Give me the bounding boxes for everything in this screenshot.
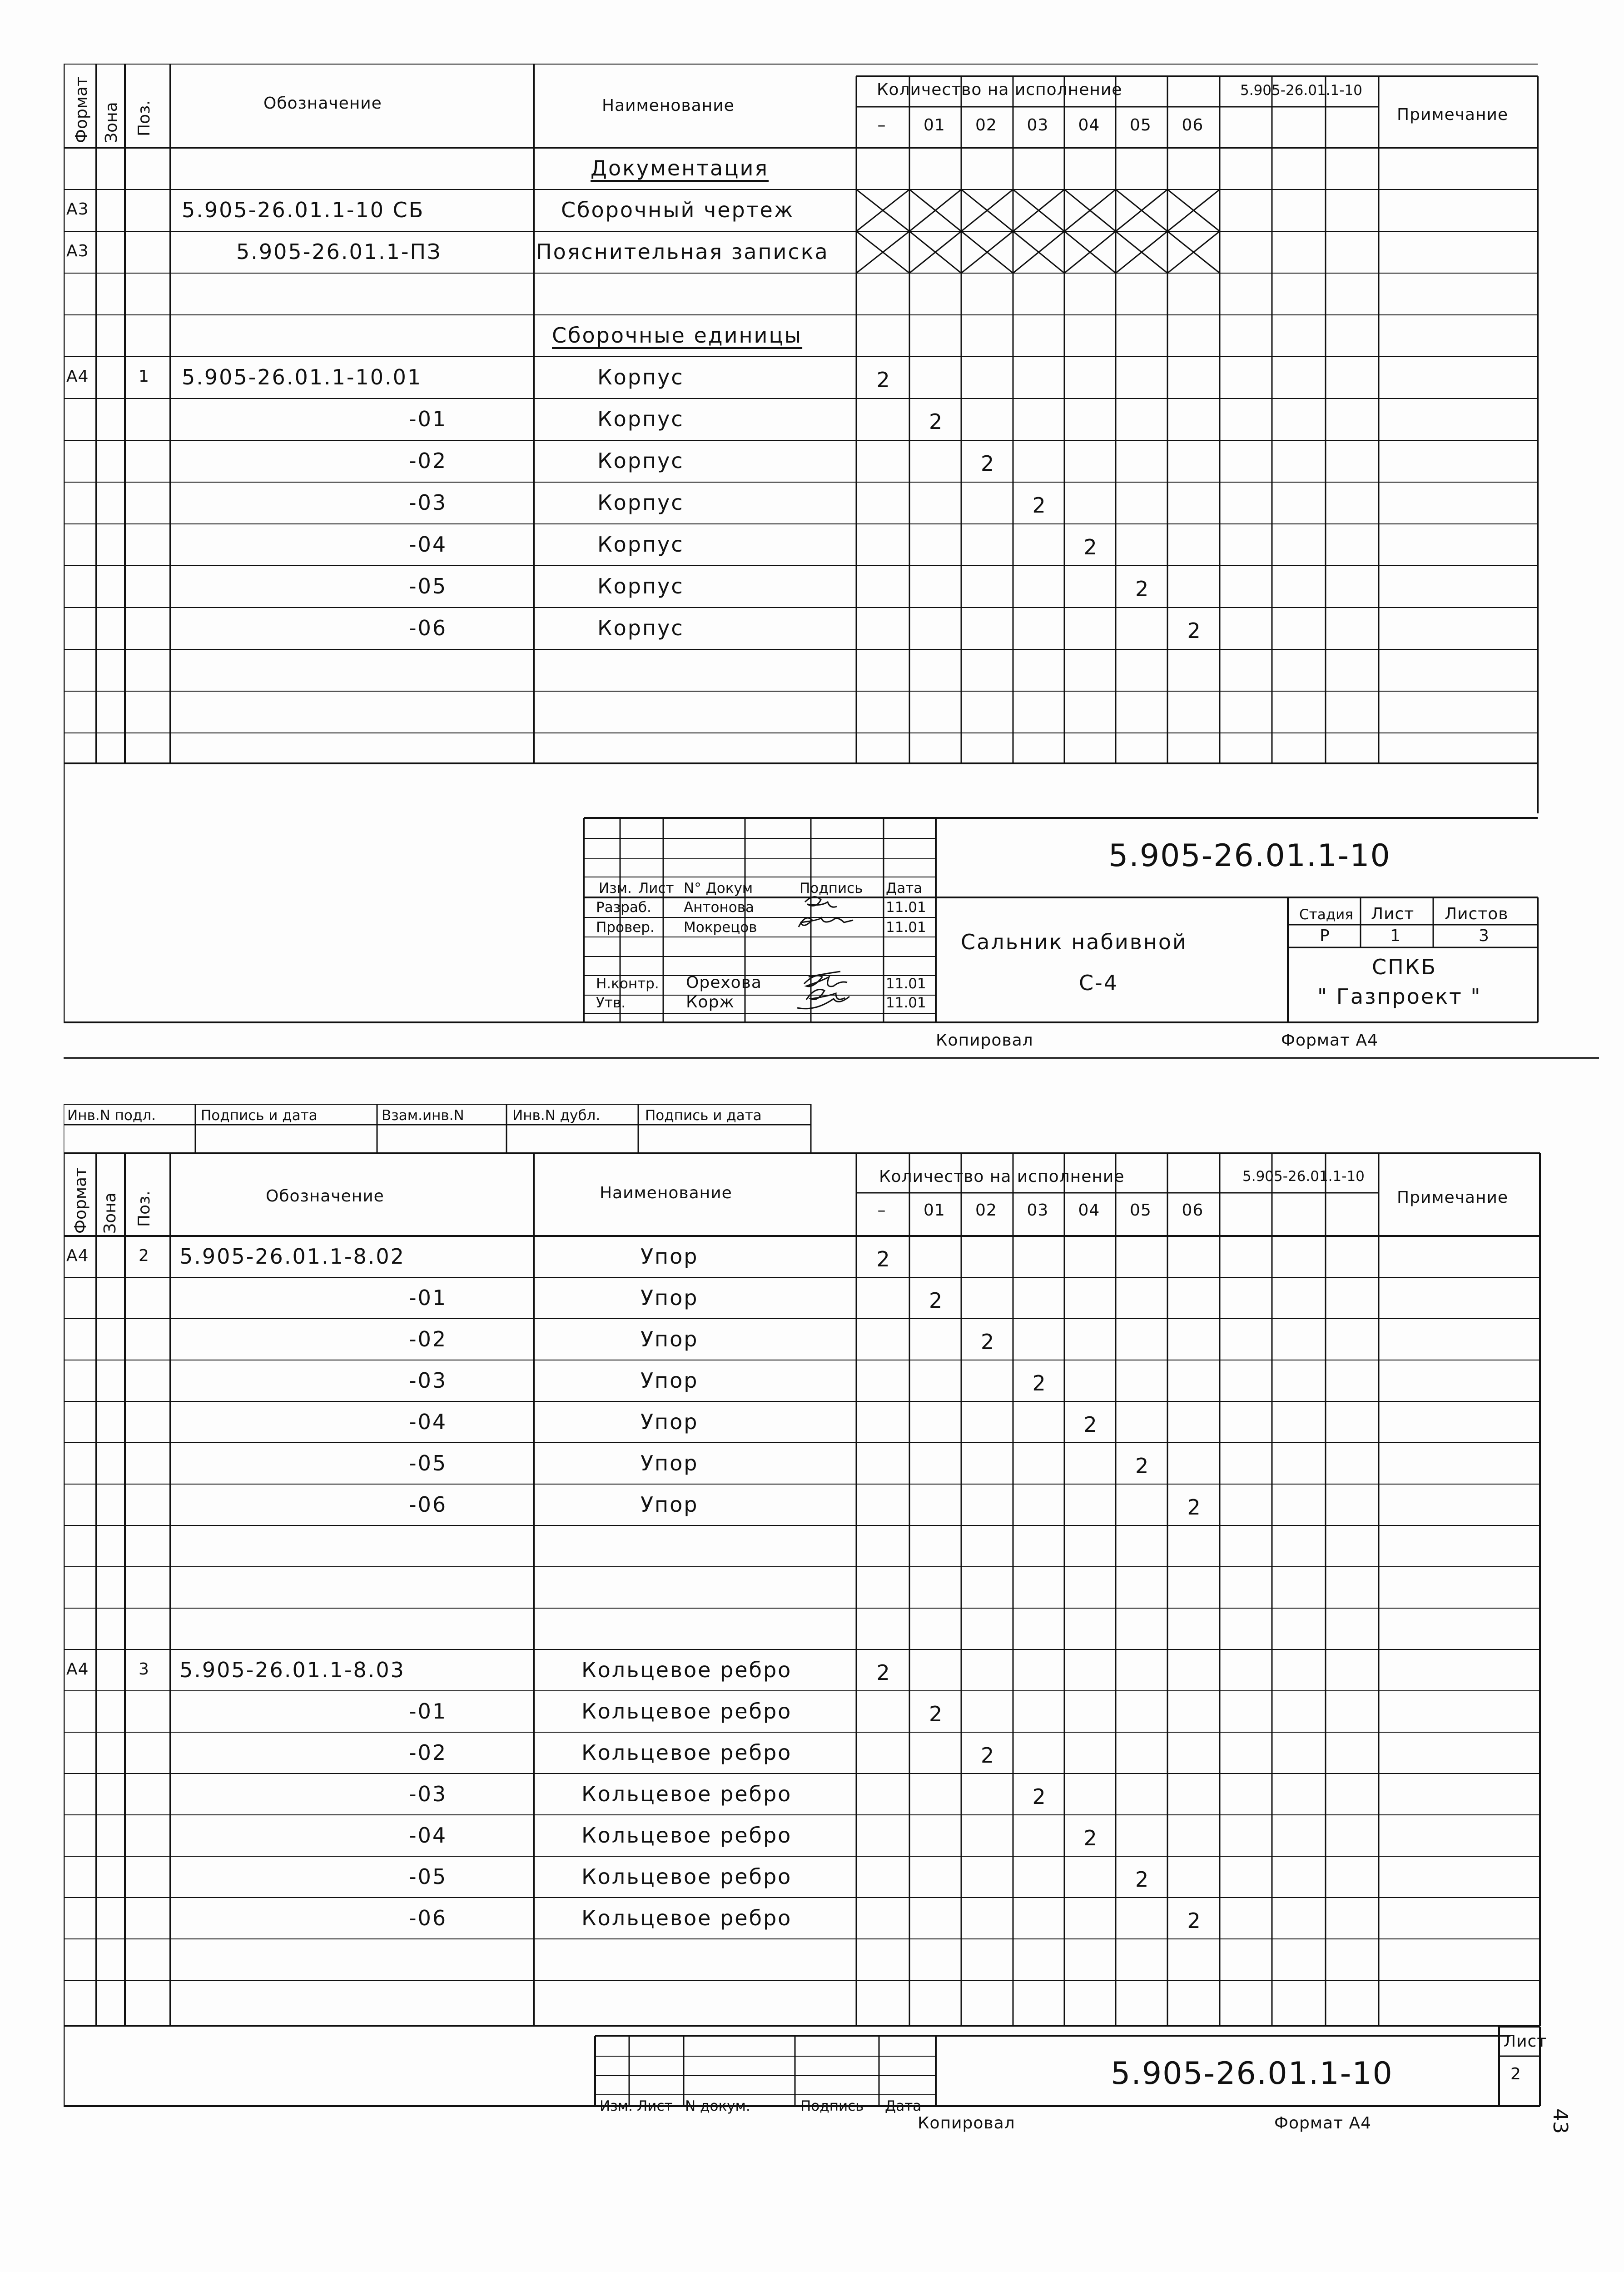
col-name-header: Наименование <box>602 96 735 115</box>
format-label: Формат А4 <box>1281 1031 1379 1050</box>
qty-value: 2 <box>876 368 891 392</box>
row-name: Корпус <box>597 407 684 431</box>
col-pos-header-2: Поз. <box>135 1191 154 1227</box>
col-qty-doc-ref-2: 5.905-26.01.1-10 <box>1242 1168 1365 1185</box>
qty-value: 2 <box>1083 1826 1098 1850</box>
col-zone-header-2: Зона <box>101 1192 119 1234</box>
row-designation: 5.905-26.01.1-8.02 <box>179 1244 405 1269</box>
rev-header-izm: Изм. <box>599 880 632 897</box>
sheets-value: 3 <box>1479 927 1490 945</box>
date-checker: 11.01 <box>886 919 926 936</box>
row-name: Сборочный чертеж <box>561 198 795 222</box>
row-format: А4 <box>66 367 89 386</box>
col-qty-doc-ref: 5.905-26.01.1-10 <box>1240 82 1362 99</box>
variant-header-2: 02 <box>975 116 997 135</box>
row-designation: 5.905-26.01.1-ПЗ <box>236 239 442 264</box>
qty-value: 2 <box>1083 535 1098 559</box>
row-designation: -03 <box>409 1782 447 1806</box>
qty-value: 2 <box>1032 493 1047 518</box>
row-name: Кольцевое ребро <box>581 1823 792 1848</box>
copied-label: Копировал <box>936 1031 1033 1050</box>
name-developer: Антонова <box>684 899 754 916</box>
col-format-header: Формат <box>72 76 91 143</box>
title-line-1: Сальник набивной <box>961 930 1187 954</box>
date-developer: 11.01 <box>886 899 926 916</box>
variant-header-4: 04 <box>1078 116 1100 135</box>
stamp-inv-orig: Инв.N подл. <box>67 1107 156 1124</box>
row-designation: -05 <box>409 1864 447 1889</box>
specification-sheet-1 <box>64 64 1545 1050</box>
document-number-2: 5.905-26.01.1-10 <box>1111 2056 1393 2092</box>
row-format: А4 <box>66 1246 89 1265</box>
row-name: Кольцевое ребро <box>581 1782 792 1806</box>
qty-value: 2 <box>1187 1495 1202 1520</box>
row-designation: 5.905-26.01.1-10 СБ <box>182 198 425 222</box>
row-name: Корпус <box>597 365 684 389</box>
stamp-inv-dup: Инв.N дубл. <box>512 1107 601 1124</box>
qty-value: 2 <box>929 1288 944 1313</box>
sheet-value: 1 <box>1390 927 1401 945</box>
row-name: Упор <box>641 1285 699 1310</box>
qty-value: 2 <box>981 451 996 476</box>
qty-value: 2 <box>876 1660 891 1685</box>
variant-header-2-3: 03 <box>1027 1201 1049 1220</box>
row-designation: -05 <box>409 574 447 598</box>
variant-header-2-2: 02 <box>975 1201 997 1220</box>
rev-header-sign: Подпись <box>800 880 863 897</box>
stamp-replace-inv: Взам.инв.N <box>382 1107 464 1124</box>
row-name: Упор <box>641 1451 699 1475</box>
row-designation: -01 <box>409 407 447 431</box>
row-designation: -02 <box>409 1740 447 1765</box>
row-designation: -04 <box>409 1823 447 1848</box>
row-name: Кольцевое ребро <box>581 1740 792 1765</box>
section-heading: Документация <box>591 156 769 180</box>
section-heading: Сборочные единицы <box>552 323 803 348</box>
sheets-label: Листов <box>1445 905 1509 923</box>
rev2-header-date: Дата <box>885 2098 922 2114</box>
variant-header-3: 03 <box>1027 116 1049 135</box>
sheet-value-2: 2 <box>1510 2065 1521 2083</box>
role-checker: Провер. <box>596 919 655 936</box>
col-designation-header-2: Обозначение <box>266 1187 384 1206</box>
rev-header-date: Дата <box>886 880 923 897</box>
qty-value: 2 <box>1083 1412 1098 1437</box>
qty-value: 2 <box>1135 577 1150 601</box>
rev2-header-sign: Подпись <box>800 2098 864 2114</box>
variant-header-6: 06 <box>1182 116 1204 135</box>
col-format-header-2: Формат <box>71 1167 90 1234</box>
sheet-label: Лист <box>1371 905 1415 923</box>
qty-value: 2 <box>1135 1454 1150 1478</box>
row-designation: -02 <box>409 1327 447 1351</box>
copied-label-2: Копировал <box>918 2114 1015 2132</box>
specification-sheet-2 <box>64 1104 1549 2149</box>
row-name: Упор <box>641 1410 699 1434</box>
stage-value: Р <box>1320 927 1330 945</box>
row-name: Корпус <box>597 574 684 598</box>
col-pos-header: Поз. <box>135 100 154 136</box>
row-designation: 5.905-26.01.1-8.03 <box>179 1658 405 1682</box>
qty-value: 2 <box>1135 1867 1150 1892</box>
col-zone-header: Зона <box>102 102 121 143</box>
row-designation: -06 <box>409 616 447 640</box>
variant-header-0: – <box>877 116 886 135</box>
variant-header-5: 05 <box>1130 116 1152 135</box>
variant-header-2-6: 06 <box>1182 1201 1204 1220</box>
qty-value: 2 <box>1187 618 1202 643</box>
col-name-header-2: Наименование <box>600 1184 732 1202</box>
row-format: А3 <box>66 242 89 260</box>
row-designation: -03 <box>409 1368 447 1393</box>
row-name: Кольцевое ребро <box>581 1699 792 1724</box>
row-designation: -01 <box>409 1285 447 1310</box>
sheet-separator <box>64 1057 1599 1059</box>
row-designation: 5.905-26.01.1-10.01 <box>182 365 422 389</box>
row-format: А4 <box>66 1660 89 1679</box>
stamp-sign-date-2: Подпись и дата <box>645 1107 762 1124</box>
row-position: 2 <box>139 1246 149 1265</box>
row-designation: -05 <box>409 1451 447 1475</box>
rev2-header-izm: Изм. <box>600 2098 633 2114</box>
row-name: Корпус <box>597 532 684 557</box>
format-label-2: Формат А4 <box>1274 2114 1372 2132</box>
rev2-header-list: Лист <box>637 2098 673 2114</box>
name-norm-control: Орехова <box>686 973 762 992</box>
qty-value: 2 <box>929 409 944 434</box>
col-qty-header: Количество на исполнение <box>877 80 1122 99</box>
qty-value: 2 <box>876 1247 891 1271</box>
title-line-2: С-4 <box>1079 971 1118 995</box>
row-name: Упор <box>641 1492 699 1517</box>
row-designation: -04 <box>409 532 447 557</box>
row-name: Кольцевое ребро <box>581 1658 792 1682</box>
variant-header-2-0: – <box>877 1201 886 1220</box>
document-number: 5.905-26.01.1-10 <box>1108 838 1391 874</box>
row-name: Кольцевое ребро <box>581 1864 792 1889</box>
variant-header-2-1: 01 <box>924 1201 945 1220</box>
variant-header-2-5: 05 <box>1130 1201 1152 1220</box>
qty-value: 2 <box>1032 1371 1047 1395</box>
variant-header-1: 01 <box>924 116 945 135</box>
role-approver: Утв. <box>596 995 626 1011</box>
qty-value: 2 <box>929 1702 944 1726</box>
row-position: 3 <box>139 1660 149 1679</box>
qty-value: 2 <box>1032 1784 1047 1809</box>
row-position: 1 <box>139 367 149 386</box>
rev-header-list: Лист <box>638 880 674 897</box>
row-name: Корпус <box>597 490 684 515</box>
qty-value: 2 <box>1187 1908 1202 1933</box>
col-designation-header: Обозначение <box>263 94 382 113</box>
stamp-sign-date-1: Подпись и дата <box>201 1107 318 1124</box>
col-remarks-header: Примечание <box>1397 105 1509 124</box>
row-name: Пояснительная записка <box>536 239 829 264</box>
date-norm-control: 11.01 <box>886 976 926 992</box>
stage-label: Стадия <box>1299 907 1353 923</box>
rev-header-doc: N° Докум <box>684 880 753 897</box>
qty-value: 2 <box>981 1743 996 1768</box>
org-line-1: СПКБ <box>1372 955 1437 979</box>
variant-header-2-4: 04 <box>1078 1201 1100 1220</box>
col-qty-header-2: Количество на исполнение <box>879 1167 1125 1186</box>
col-remarks-header-2: Примечание <box>1397 1188 1509 1207</box>
page-number: 43 <box>1549 2108 1572 2134</box>
row-name: Упор <box>641 1368 699 1393</box>
row-designation: -04 <box>409 1410 447 1434</box>
qty-value: 2 <box>981 1330 996 1354</box>
row-name: Кольцевое ребро <box>581 1906 792 1930</box>
rev2-header-doc: N докум. <box>685 2098 750 2114</box>
row-name: Упор <box>641 1327 699 1351</box>
row-designation: -06 <box>409 1906 447 1930</box>
org-line-2: " Газпроект " <box>1317 984 1482 1009</box>
row-designation: -02 <box>409 448 447 473</box>
row-designation: -01 <box>409 1699 447 1724</box>
row-designation: -03 <box>409 490 447 515</box>
sheet-label-2: Лист <box>1504 2032 1547 2051</box>
name-approver: Корж <box>686 993 735 1011</box>
row-name: Упор <box>641 1244 699 1269</box>
row-name: Корпус <box>597 616 684 640</box>
row-name: Корпус <box>597 448 684 473</box>
row-format: А3 <box>66 200 89 219</box>
role-norm-control: Н.контр. <box>596 976 659 992</box>
date-approver: 11.01 <box>886 995 926 1011</box>
row-designation: -06 <box>409 1492 447 1517</box>
name-checker: Мокрецов <box>684 919 757 936</box>
role-developer: Разраб. <box>596 899 651 916</box>
